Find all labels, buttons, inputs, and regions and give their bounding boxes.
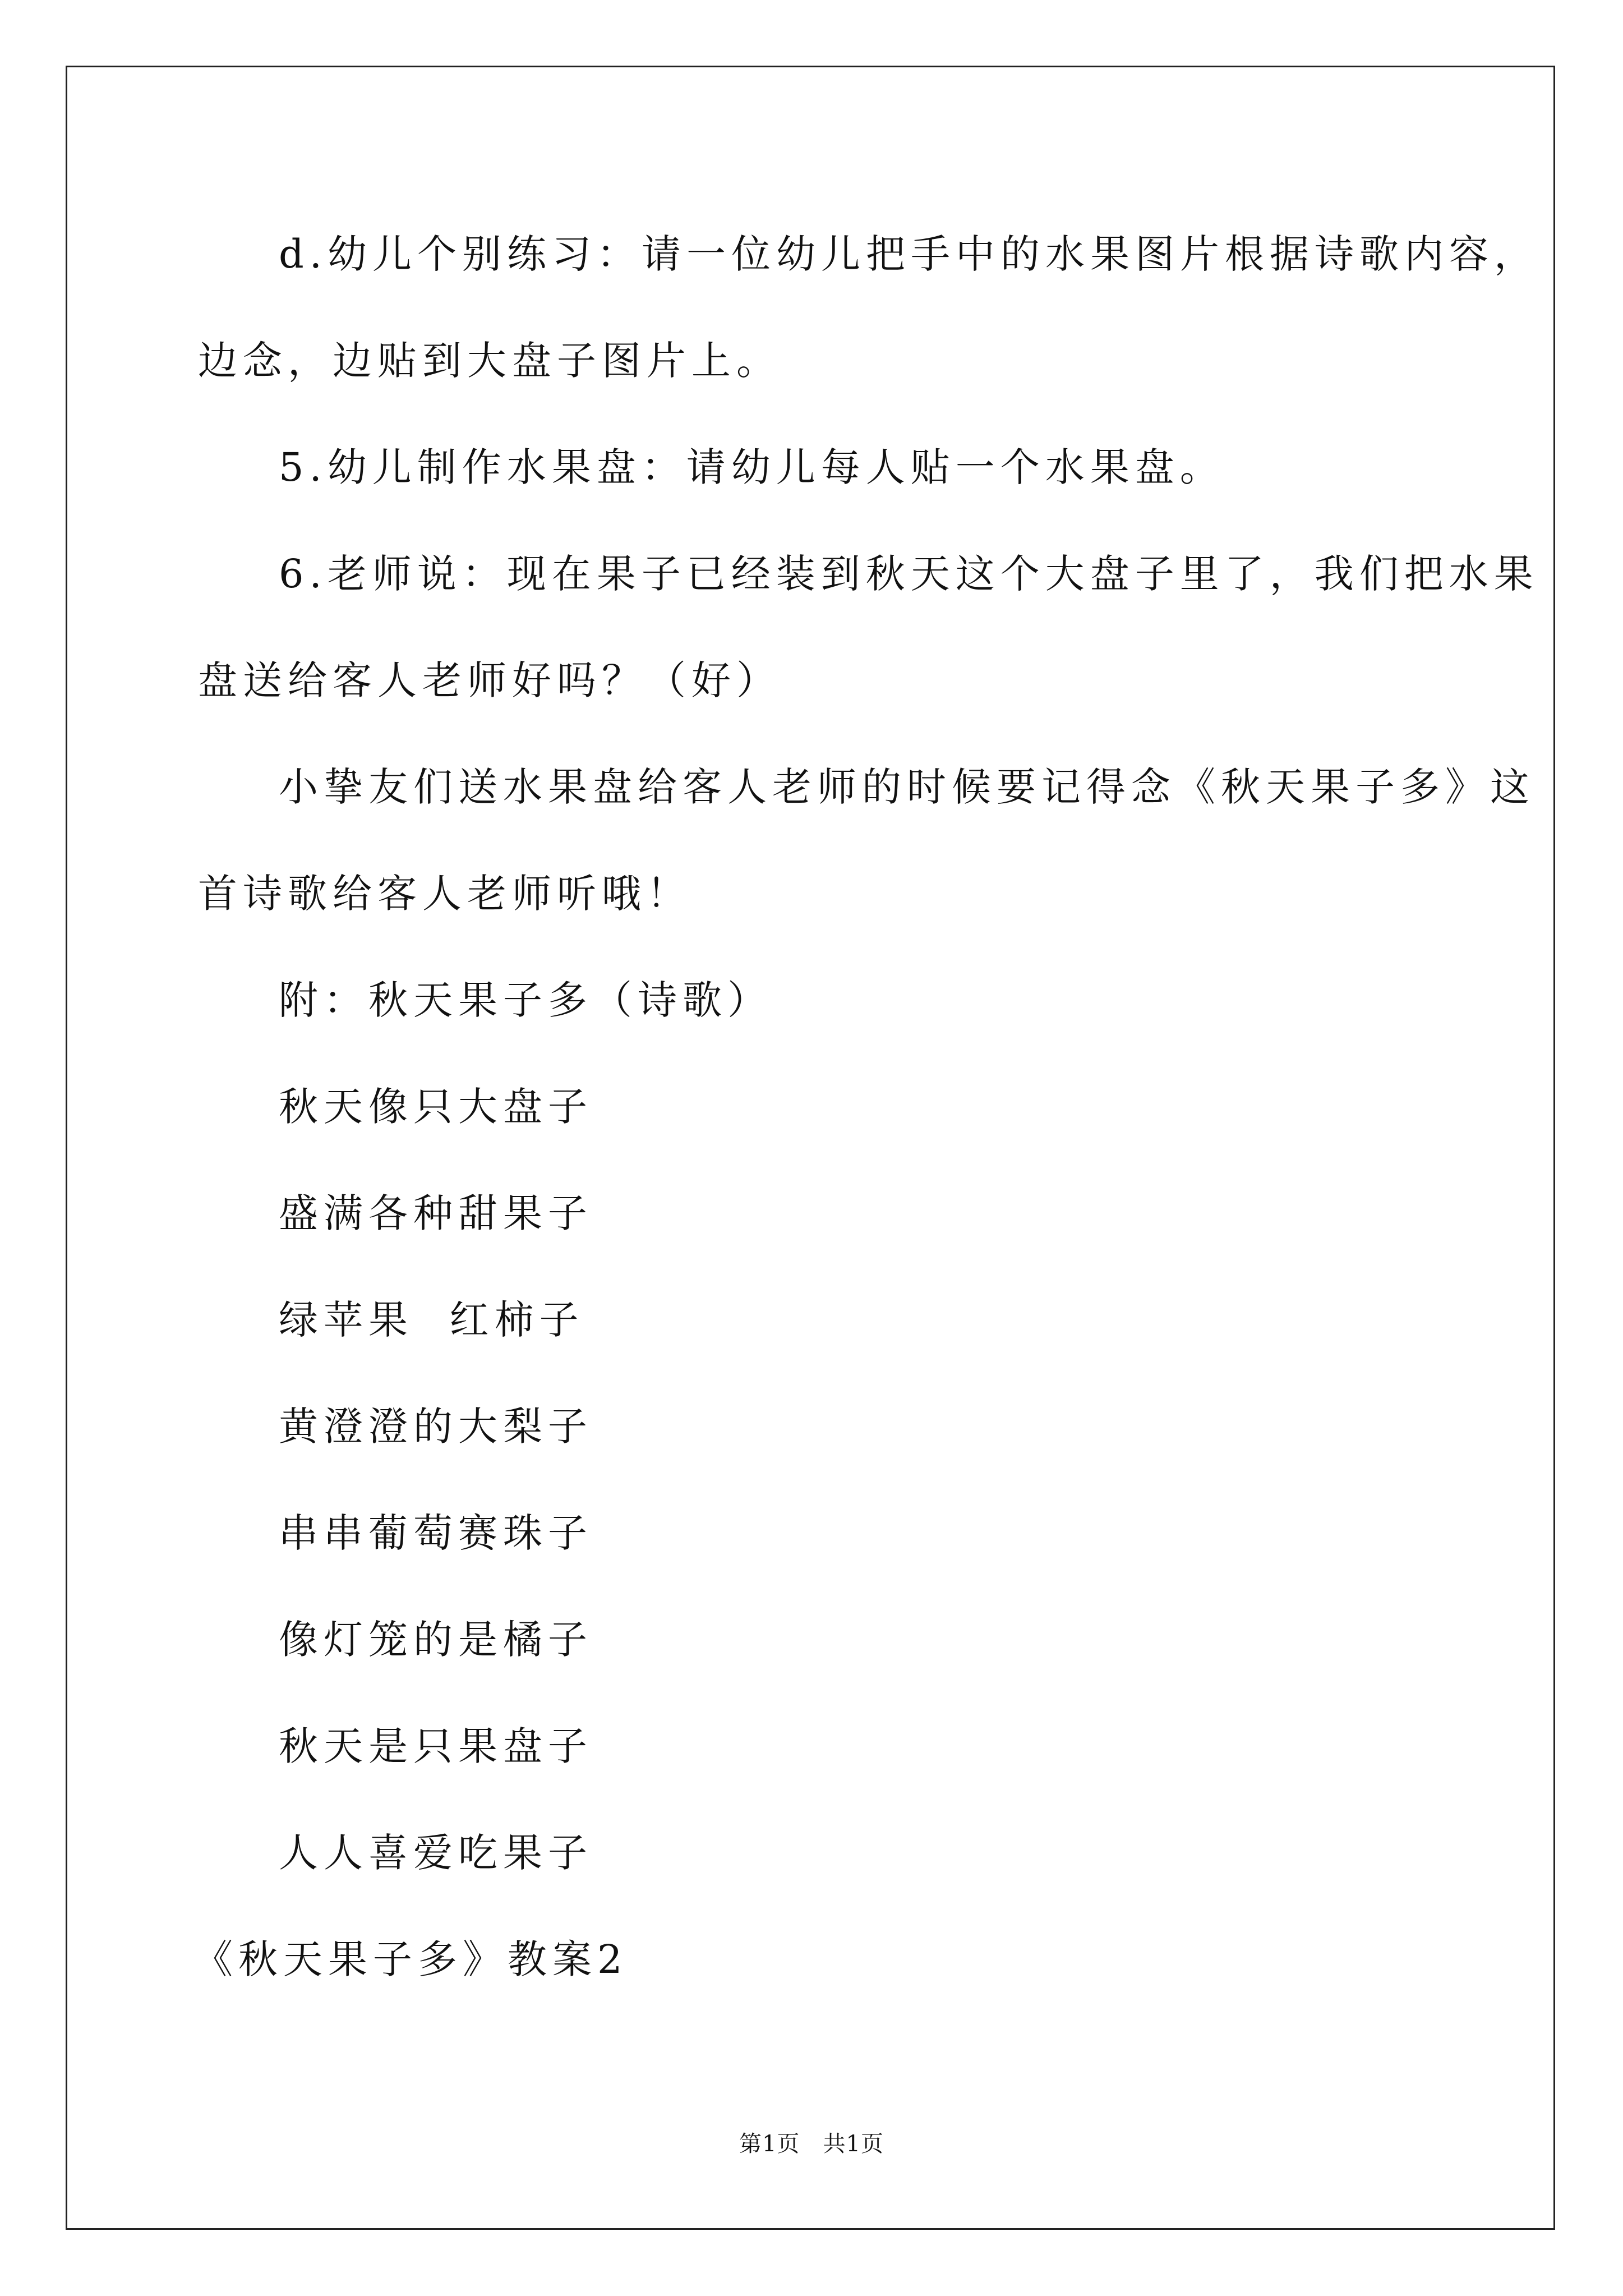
page-border (66, 66, 1555, 2230)
paragraph-line: d.幼儿个别练习：请一位幼儿把手中的水果图片根据诗歌内容， (279, 231, 1539, 277)
poem-line: 像灯笼的是橘子 (279, 1617, 593, 1663)
paragraph-line: 首诗歌给客人老师听哦！ (198, 871, 691, 917)
section-heading: 《秋天果子多》教案2 (193, 1936, 628, 1982)
paragraph-line: 小挚友们送水果盘给客人老师的时候要记得念《秋天果子多》这 (279, 764, 1535, 810)
poem-line: 秋天是只果盘子 (279, 1723, 593, 1769)
poem-line: 人人喜爱吃果子 (279, 1830, 593, 1876)
paragraph-line: 盘送给客人老师好吗？（好） (198, 657, 781, 703)
poem-line: 黄澄澄的大梨子 (279, 1404, 593, 1450)
page-footer: 第1页 共1页 (739, 2131, 884, 2157)
paragraph-line: 边念，边贴到大盘子图片上。 (198, 338, 781, 384)
poem-line: 绿苹果 红柿子 (279, 1297, 584, 1343)
poem-line: 串串葡萄赛珠子 (279, 1510, 593, 1556)
paragraph-line: 6.老师说：现在果子已经装到秋天这个大盘子里了，我们把水果 (279, 551, 1539, 597)
poem-title-line: 附：秋天果子多（诗歌） (279, 977, 772, 1023)
poem-line: 秋天像只大盘子 (279, 1084, 593, 1130)
paragraph-line: 5.幼儿制作水果盘：请幼儿每人贴一个水果盘。 (279, 444, 1225, 490)
poem-line: 盛满各种甜果子 (279, 1190, 593, 1236)
